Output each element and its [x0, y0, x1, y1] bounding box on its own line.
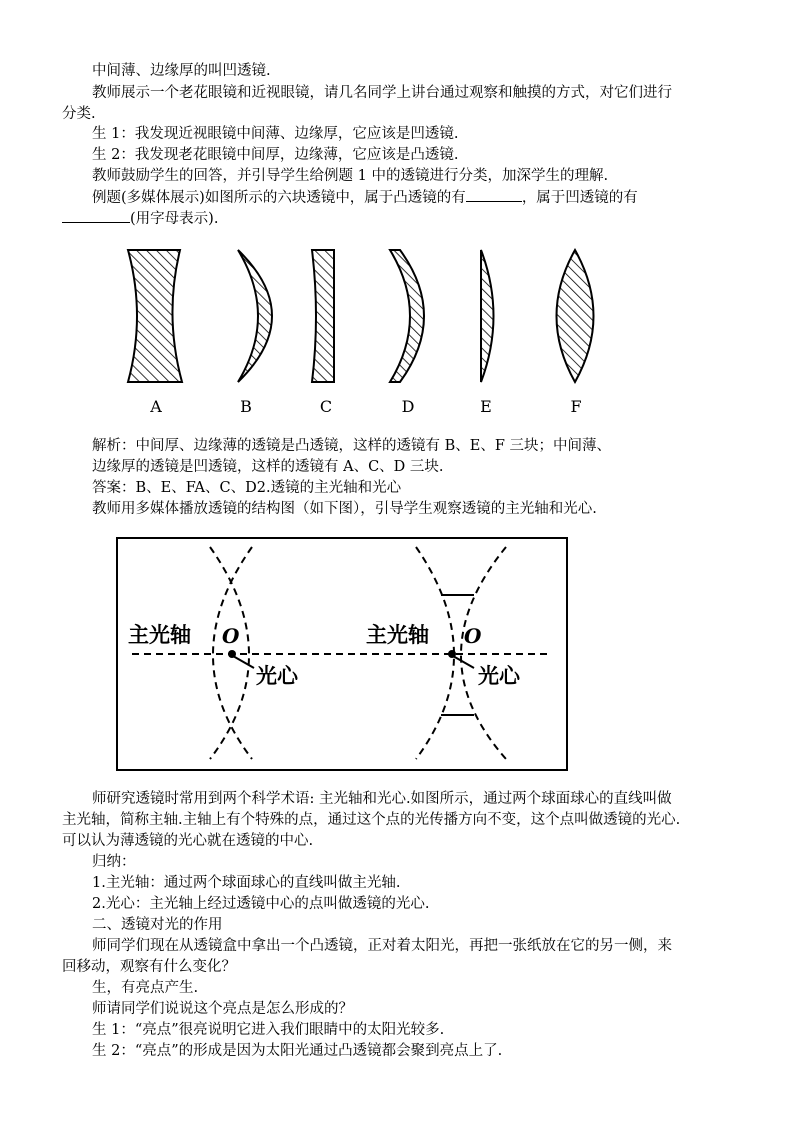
text-line: 生 2：我发现老花眼镜中间厚，边缘薄，它应该是凸透镜.	[92, 147, 459, 163]
lens-label-d: D	[401, 397, 415, 416]
text-line: 1.主光轴：通过两个球面球心的直线叫做主光轴.	[92, 875, 401, 891]
text-line: 师请同学们说说这个亮点是怎么形成的？	[92, 1001, 353, 1017]
text-line: 教师用多媒体播放透镜的结构图（如下图），引导学生观察透镜的主光轴和光心.	[92, 501, 597, 517]
main-axis-label-2: 主光轴	[366, 623, 429, 647]
lens-d-concave-meniscus	[390, 250, 424, 382]
answer-blank-concave	[62, 208, 130, 223]
text-line: 生 1：“亮点”很亮说明它进入我们眼睛中的太阳光较多.	[92, 1022, 445, 1038]
main-axis-label-1: 主光轴	[128, 623, 191, 647]
principal-axis-figure	[116, 537, 568, 771]
example-question-line	[92, 187, 638, 209]
text-line: 解析：中间厚、边缘薄的透镜是凸透镜，这样的透镜有 B、E、F 三块；中间薄、	[92, 438, 612, 454]
lens-label-e: E	[480, 397, 492, 416]
example-question-text-3: (用字母表示).	[130, 211, 219, 227]
example-question-line-2	[62, 208, 218, 230]
section-heading: 二、透镜对光的作用	[92, 917, 223, 933]
text-line: 教师展示一个老花眼镜和近视眼镜，请几名同学上讲台通过观察和触摸的方式，对它们进行	[92, 85, 672, 101]
example-question-text: 例题(多媒体展示)如图所示的六块透镜中，属于凸透镜的有	[92, 190, 466, 206]
text-line: 答案：B、E、FA、C、D2.透镜的主光轴和光心	[92, 480, 402, 496]
text-line: 师研究透镜时常用到两个科学术语: 主光轴和光心.如图所示，通过两个球面球心的直线叫做	[92, 791, 672, 807]
text-line: 生 1：我发现近视眼镜中间薄、边缘厚，它应该是凹透镜.	[92, 126, 459, 142]
lens-c-plano-concave	[312, 250, 334, 382]
lens-e-plano-convex	[481, 250, 494, 382]
optical-center-label-2: 光心	[478, 664, 520, 688]
text-line: 边缘厚的透镜是凹透镜，这样的透镜有 A、C、D 三块.	[92, 459, 444, 475]
answer-blank-convex	[466, 187, 522, 202]
text-line: 生 2：“亮点”的形成是因为太阳光通过凸透镜都会聚到亮点上了.	[92, 1043, 503, 1059]
lens-b-convex-meniscus	[238, 250, 272, 382]
o-label-2: O	[464, 624, 482, 648]
text-line: 可以认为薄透镜的光心就在透镜的中心.	[62, 833, 314, 849]
text-line: 分类.	[62, 106, 96, 122]
o-label-1: O	[222, 624, 240, 648]
optical-center-label-1: 光心	[256, 664, 298, 688]
text-line: 师同学们现在从透镜盒中拿出一个凸透镜，正对着太阳光，再把一张纸放在它的另一侧，来	[92, 938, 672, 954]
text-line: 中间薄、边缘厚的叫凹透镜.	[92, 63, 271, 79]
example-question-text-2: ，属于凹透镜的有	[521, 190, 638, 206]
text-line: 生，有亮点产生.	[92, 980, 199, 996]
lens-label-b: B	[240, 397, 252, 416]
text-line: 教师鼓励学生的回答，并引导学生给例题 1 中的透镜进行分类，加深学生的理解.	[92, 168, 609, 184]
text-line: 2.光心：主光轴上经过透镜中心的点叫做透镜的光心.	[92, 896, 430, 912]
text-line: 主光轴，简称主轴.主轴上有个特殊的点，通过这个点的光传播方向不变，这个点叫做透镜的光心.	[62, 812, 681, 828]
lens-a-concave	[128, 250, 182, 382]
lens-f-biconvex	[557, 250, 594, 382]
lens-label-f: F	[570, 397, 582, 416]
six-lenses-figure	[100, 244, 620, 424]
text-line: 归纳：	[92, 854, 136, 870]
text-line: 回移动，观察有什么变化？	[62, 959, 236, 975]
lens-label-c: C	[319, 397, 333, 416]
lens-label-a: A	[150, 397, 162, 416]
